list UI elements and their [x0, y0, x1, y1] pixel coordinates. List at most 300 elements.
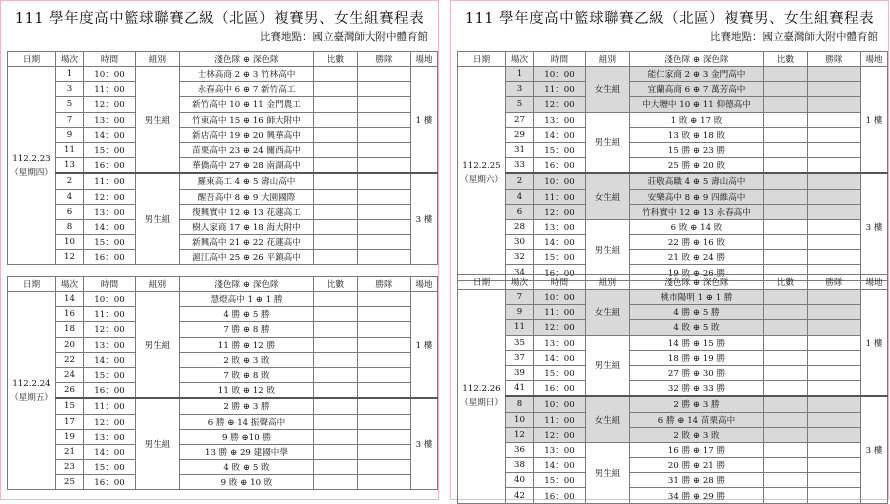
table-row	[458, 365, 888, 380]
game-no-cell: 24	[56, 367, 84, 382]
teams-cell: 7 勝 ⊕ 8 勝	[180, 322, 314, 337]
table-row	[8, 127, 438, 142]
time-cell: 15：00	[84, 235, 136, 250]
header-winner: 勝隊	[808, 275, 861, 290]
schedule-table-day2	[7, 276, 438, 490]
table-row	[8, 460, 438, 475]
time-cell: 11：00	[534, 412, 586, 427]
weekday-text: （星期日）	[460, 398, 503, 409]
time-cell: 13：00	[84, 112, 136, 127]
winner-cell	[808, 158, 861, 174]
table-row	[458, 82, 888, 97]
winner-cell	[808, 396, 861, 412]
time-cell: 12：00	[84, 97, 136, 112]
table-row	[458, 396, 888, 412]
winner-cell	[358, 158, 411, 174]
time-cell: 14：00	[84, 444, 136, 459]
court-cell: 1 樓	[861, 67, 888, 174]
time-cell: 16：00	[534, 265, 586, 280]
teams-cell: 20 勝 ⊕ 21 勝	[630, 458, 764, 473]
winner-cell	[808, 97, 861, 112]
time-cell: 13：00	[84, 429, 136, 444]
time-cell: 16：00	[84, 158, 136, 174]
score-cell	[764, 189, 808, 204]
time-cell: 10：00	[534, 67, 586, 82]
weekday-text: （星期五）	[10, 392, 53, 403]
winner-cell	[808, 365, 861, 380]
score-cell	[764, 396, 808, 412]
score-cell	[764, 320, 808, 335]
teams-cell: 能仁家商 2 ⊕ 3 金門高中	[630, 67, 764, 82]
header-group: 組別	[136, 52, 180, 67]
winner-cell	[358, 250, 411, 265]
header-court: 場地	[861, 52, 888, 67]
table-row	[8, 189, 438, 204]
time-cell: 15：00	[534, 142, 586, 157]
game-no-cell: 25	[56, 475, 84, 490]
header-court: 場地	[861, 275, 888, 290]
score-cell	[764, 427, 808, 442]
score-cell	[314, 352, 358, 367]
teams-cell: 1 敗 ⊕ 17 敗	[630, 112, 764, 127]
winner-cell	[358, 367, 411, 382]
teams-cell: 莊敬高職 4 ⊕ 5 壽山高中	[630, 173, 764, 189]
teams-cell: 竹東高中 15 ⊕ 16 師大附中	[180, 112, 314, 127]
game-no-cell: 35	[506, 335, 534, 350]
table-row	[8, 292, 438, 307]
game-no-cell: 9	[56, 127, 84, 142]
teams-cell: 新店高中 19 ⊕ 20 興華高中	[180, 127, 314, 142]
score-cell	[764, 442, 808, 457]
teams-cell: 新興高中 21 ⊕ 22 花蓮高中	[180, 235, 314, 250]
teams-cell: 宜蘭高商 6 ⊕ 7 萬芳高中	[630, 82, 764, 97]
score-cell	[764, 235, 808, 250]
time-cell: 13：00	[534, 442, 586, 457]
right-schedule-sheet	[450, 0, 889, 500]
game-no-cell: 20	[56, 337, 84, 352]
score-cell	[764, 335, 808, 350]
table-row	[8, 444, 438, 459]
header-game-no: 場次	[506, 52, 534, 67]
teams-cell: 11 勝 ⊕ 12 勝	[180, 337, 314, 352]
time-cell: 12：00	[534, 97, 586, 112]
game-no-cell: 38	[506, 458, 534, 473]
time-cell: 16：00	[84, 250, 136, 265]
date-cell	[8, 292, 56, 490]
score-cell	[314, 475, 358, 490]
date-cell	[8, 67, 56, 265]
table-row	[8, 173, 438, 189]
game-no-cell: 3	[56, 82, 84, 97]
table-row	[8, 219, 438, 234]
time-cell: 12：00	[534, 320, 586, 335]
teams-cell: 2 勝 ⊕ 3 勝	[180, 398, 314, 414]
winner-cell	[808, 235, 861, 250]
score-cell	[314, 67, 358, 82]
winner-cell	[358, 112, 411, 127]
score-cell	[764, 412, 808, 427]
header-group: 組別	[586, 275, 630, 290]
game-no-cell: 23	[56, 460, 84, 475]
table-row	[8, 383, 438, 399]
score-cell	[764, 381, 808, 397]
winner-cell	[358, 383, 411, 399]
winner-cell	[358, 127, 411, 142]
game-no-cell: 28	[506, 219, 534, 234]
time-cell: 16：00	[534, 381, 586, 397]
header-row	[458, 275, 888, 290]
winner-cell	[358, 189, 411, 204]
score-cell	[314, 250, 358, 265]
schedule-table-day3	[457, 51, 888, 281]
venue-label: 比賽地點：國立臺灣師大附中體育館	[710, 31, 878, 43]
game-no-cell: 37	[506, 350, 534, 365]
score-cell	[314, 322, 358, 337]
game-no-cell: 2	[56, 173, 84, 189]
score-cell	[314, 398, 358, 414]
winner-cell	[808, 250, 861, 265]
table-row	[458, 142, 888, 157]
time-cell: 12：00	[84, 414, 136, 429]
header-group: 組別	[136, 277, 180, 292]
game-no-cell: 34	[506, 265, 534, 280]
game-no-cell: 19	[56, 429, 84, 444]
score-cell	[314, 82, 358, 97]
table-row	[458, 412, 888, 427]
game-no-cell: 4	[506, 189, 534, 204]
header-teams: 淺色隊 ⊕ 深色隊	[630, 275, 764, 290]
teams-cell: 19 敗 ⊕ 26 勝	[630, 265, 764, 280]
winner-cell	[358, 142, 411, 157]
header-winner: 勝隊	[808, 52, 861, 67]
winner-cell	[808, 350, 861, 365]
game-no-cell: 8	[56, 219, 84, 234]
teams-cell: 桃市陽明 1 ⊕ 1 勝	[630, 290, 764, 305]
time-cell: 16：00	[534, 158, 586, 174]
game-no-cell: 18	[56, 322, 84, 337]
score-cell	[764, 488, 808, 503]
score-cell	[764, 112, 808, 127]
game-no-cell: 9	[506, 305, 534, 320]
score-cell	[314, 460, 358, 475]
date-text: 112.2.25	[462, 161, 501, 172]
table-row	[8, 97, 438, 112]
game-no-cell: 15	[56, 398, 84, 414]
winner-cell	[808, 173, 861, 189]
time-cell: 13：00	[534, 112, 586, 127]
winner-cell	[358, 414, 411, 429]
court-cell: 3 樓	[411, 173, 438, 265]
teams-cell: 2 敗 ⊕ 3 敗	[180, 352, 314, 367]
table-row	[8, 82, 438, 97]
winner-cell	[808, 427, 861, 442]
header-score: 比數	[314, 277, 358, 292]
header-court: 場地	[411, 52, 438, 67]
game-no-cell: 3	[506, 82, 534, 97]
score-cell	[764, 158, 808, 174]
table-row	[8, 367, 438, 382]
table-row	[458, 335, 888, 350]
teams-cell: 6 勝 ⊕ 14 苗栗高中	[630, 412, 764, 427]
table-row	[8, 352, 438, 367]
time-cell: 10：00	[84, 67, 136, 82]
date-cell	[458, 290, 506, 504]
time-cell: 15：00	[534, 250, 586, 265]
table-row	[458, 235, 888, 250]
score-cell	[764, 305, 808, 320]
winner-cell	[358, 337, 411, 352]
score-cell	[314, 429, 358, 444]
winner-cell	[808, 127, 861, 142]
time-cell: 15：00	[534, 365, 586, 380]
date-cell	[458, 67, 506, 281]
winner-cell	[808, 142, 861, 157]
time-cell: 13：00	[534, 219, 586, 234]
table-row	[458, 97, 888, 112]
table-row	[458, 442, 888, 457]
table-row	[458, 189, 888, 204]
left-schedule-sheet	[0, 0, 439, 500]
schedule-table-day4	[457, 274, 888, 504]
weekday-text: （星期四）	[10, 167, 53, 178]
score-cell	[764, 290, 808, 305]
game-no-cell: 32	[506, 250, 534, 265]
time-cell: 14：00	[534, 458, 586, 473]
teams-cell: 新竹高中 10 ⊕ 11 金門農工	[180, 97, 314, 112]
winner-cell	[358, 292, 411, 307]
time-cell: 14：00	[534, 127, 586, 142]
group-cell: 女生組	[586, 173, 630, 219]
winner-cell	[808, 412, 861, 427]
game-no-cell: 14	[56, 292, 84, 307]
winner-cell	[808, 204, 861, 219]
table-row	[458, 67, 888, 82]
header-row	[458, 52, 888, 67]
winner-cell	[358, 475, 411, 490]
time-cell: 12：00	[84, 189, 136, 204]
game-no-cell: 21	[56, 444, 84, 459]
court-cell: 1 樓	[411, 292, 438, 399]
table-row	[458, 158, 888, 174]
date-text: 112.2.24	[12, 378, 51, 389]
winner-cell	[358, 460, 411, 475]
table-row	[458, 173, 888, 189]
teams-cell: 13 勝 ⊕ 29 建國中學	[180, 444, 314, 459]
teams-cell: 27 勝 ⊕ 30 勝	[630, 365, 764, 380]
group-cell: 男生組	[136, 173, 180, 265]
teams-cell: 羅東高工 4 ⊕ 5 壽山高中	[180, 173, 314, 189]
score-cell	[314, 307, 358, 322]
teams-cell: 永春高中 6 ⊕ 7 新竹高工	[180, 82, 314, 97]
score-cell	[314, 219, 358, 234]
game-no-cell: 16	[56, 307, 84, 322]
game-no-cell: 33	[506, 158, 534, 174]
header-row	[8, 52, 438, 67]
game-no-cell: 6	[506, 204, 534, 219]
teams-cell: 32 勝 ⊕ 33 勝	[630, 381, 764, 397]
court-cell: 3 樓	[861, 173, 888, 280]
teams-cell: 11 敗 ⊕ 12 敗	[180, 383, 314, 399]
score-cell	[764, 67, 808, 82]
winner-cell	[358, 398, 411, 414]
table-row	[8, 322, 438, 337]
score-cell	[764, 250, 808, 265]
time-cell: 10：00	[534, 173, 586, 189]
game-no-cell: 5	[56, 97, 84, 112]
game-no-cell: 8	[506, 396, 534, 412]
teams-cell: 竹科實中 12 ⊕ 13 永春高中	[630, 204, 764, 219]
game-no-cell: 11	[56, 142, 84, 157]
winner-cell	[358, 444, 411, 459]
weekday-text: （星期六）	[460, 175, 503, 186]
table-row	[8, 414, 438, 429]
winner-cell	[358, 219, 411, 234]
time-cell: 16：00	[534, 488, 586, 503]
teams-cell: 16 勝 ⊕ 17 勝	[630, 442, 764, 457]
teams-cell: 22 勝 ⊕ 16 敗	[630, 235, 764, 250]
teams-cell: 25 勝 ⊕ 20 敗	[630, 158, 764, 174]
time-cell: 11：00	[84, 398, 136, 414]
winner-cell	[358, 352, 411, 367]
teams-cell: 醒吾高中 8 ⊕ 9 大園國際	[180, 189, 314, 204]
score-cell	[764, 350, 808, 365]
score-cell	[764, 458, 808, 473]
header-group: 組別	[586, 52, 630, 67]
group-cell: 女生組	[586, 396, 630, 442]
time-cell: 13：00	[84, 204, 136, 219]
header-teams: 淺色隊 ⊕ 深色隊	[180, 52, 314, 67]
time-cell: 11：00	[534, 189, 586, 204]
teams-cell: 2 敗 ⊕ 3 敗	[630, 427, 764, 442]
score-cell	[314, 337, 358, 352]
teams-cell: 18 勝 ⊕ 19 勝	[630, 350, 764, 365]
time-cell: 11：00	[84, 307, 136, 322]
game-no-cell: 29	[506, 127, 534, 142]
header-game-no: 場次	[506, 275, 534, 290]
score-cell	[314, 173, 358, 189]
time-cell: 12：00	[84, 322, 136, 337]
score-cell	[314, 367, 358, 382]
group-cell: 男生組	[136, 292, 180, 399]
sheet-title: 111 學年度高中籃球聯賽乙級（北區）複賽男、女生組賽程表	[464, 11, 875, 27]
game-no-cell: 39	[506, 365, 534, 380]
time-cell: 11：00	[534, 305, 586, 320]
teams-cell: 滬江高中 25 ⊕ 26 平鎮高中	[180, 250, 314, 265]
game-no-cell: 1	[56, 67, 84, 82]
date-text: 112.2.26	[462, 384, 501, 395]
group-cell: 女生組	[586, 67, 630, 113]
time-cell: 13：00	[84, 337, 136, 352]
winner-cell	[808, 320, 861, 335]
game-no-cell: 10	[506, 412, 534, 427]
teams-cell: 4 敗 ⊕ 5 敗	[180, 460, 314, 475]
header-date: 日期	[8, 277, 56, 292]
score-cell	[764, 473, 808, 488]
group-cell: 男生組	[586, 335, 630, 396]
header-score: 比數	[314, 52, 358, 67]
game-no-cell: 7	[506, 290, 534, 305]
teams-cell: 華僑高中 27 ⊕ 28 南湖高中	[180, 158, 314, 174]
table-row	[458, 381, 888, 397]
time-cell: 15：00	[84, 142, 136, 157]
header-teams: 淺色隊 ⊕ 深色隊	[630, 52, 764, 67]
time-cell: 13：00	[534, 335, 586, 350]
date-text: 112.2.23	[12, 153, 51, 164]
table-row	[8, 142, 438, 157]
time-cell: 15：00	[84, 367, 136, 382]
table-row	[8, 235, 438, 250]
time-cell: 14：00	[84, 352, 136, 367]
teams-cell: 7 敗 ⊕ 8 敗	[180, 367, 314, 382]
teams-cell: 31 勝 ⊕ 28 勝	[630, 473, 764, 488]
score-cell	[764, 127, 808, 142]
score-cell	[314, 444, 358, 459]
game-no-cell: 17	[56, 414, 84, 429]
score-cell	[314, 142, 358, 157]
teams-cell: 6 敗 ⊕ 14 敗	[630, 219, 764, 234]
game-no-cell: 13	[56, 158, 84, 174]
header-time: 時間	[534, 275, 586, 290]
teams-cell: 21 敗 ⊕ 24 勝	[630, 250, 764, 265]
time-cell: 11：00	[534, 82, 586, 97]
header-game-no: 場次	[56, 52, 84, 67]
time-cell: 11：00	[84, 173, 136, 189]
time-cell: 10：00	[534, 290, 586, 305]
score-cell	[764, 82, 808, 97]
game-no-cell: 36	[506, 442, 534, 457]
game-no-cell: 10	[56, 235, 84, 250]
game-no-cell: 22	[56, 352, 84, 367]
time-cell: 15：00	[534, 473, 586, 488]
teams-cell: 34 勝 ⊕ 29 勝	[630, 488, 764, 503]
winner-cell	[808, 442, 861, 457]
header-court: 場地	[411, 277, 438, 292]
game-no-cell: 42	[506, 488, 534, 503]
game-no-cell: 30	[506, 235, 534, 250]
time-cell: 16：00	[84, 383, 136, 399]
header-date: 日期	[458, 275, 506, 290]
header-date: 日期	[8, 52, 56, 67]
table-row	[458, 250, 888, 265]
score-cell	[314, 112, 358, 127]
score-cell	[314, 235, 358, 250]
court-cell: 3 樓	[861, 396, 888, 503]
court-cell: 1 樓	[861, 290, 888, 397]
teams-cell: 安樂高中 8 ⊕ 9 四維高中	[630, 189, 764, 204]
table-row	[458, 427, 888, 442]
header-teams: 淺色隊 ⊕ 深色隊	[180, 277, 314, 292]
score-cell	[764, 173, 808, 189]
time-cell: 14：00	[534, 235, 586, 250]
teams-cell: 士林高商 2 ⊕ 3 竹林高中	[180, 67, 314, 82]
table-row	[8, 158, 438, 174]
score-cell	[314, 97, 358, 112]
teams-cell: 9 勝 ⊕10 勝	[180, 429, 314, 444]
group-cell: 男生組	[136, 67, 180, 174]
table-row	[8, 475, 438, 490]
score-cell	[764, 142, 808, 157]
time-cell: 12：00	[534, 427, 586, 442]
teams-cell: 樹人家商 17 ⊕ 18 海大附中	[180, 219, 314, 234]
teams-cell: 14 勝 ⊕ 15 勝	[630, 335, 764, 350]
winner-cell	[808, 219, 861, 234]
teams-cell: 15 勝 ⊕ 23 勝	[630, 142, 764, 157]
teams-cell: 復興實中 12 ⊕ 13 花蓮高工	[180, 204, 314, 219]
header-game-no: 場次	[56, 277, 84, 292]
table-row	[8, 250, 438, 265]
time-cell: 14：00	[534, 350, 586, 365]
table-row	[458, 320, 888, 335]
